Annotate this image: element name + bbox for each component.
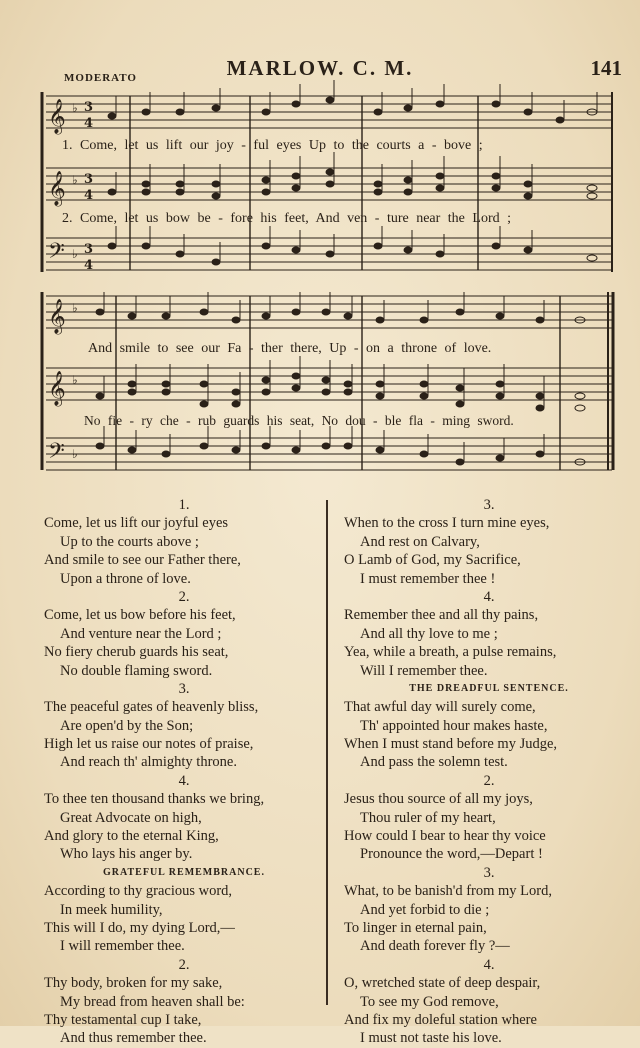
hymn-line: Yea, while a breath, a pulse remains, xyxy=(344,644,557,661)
hymn-line: When I must stand before my Judge, xyxy=(344,736,558,753)
verse-number: 3. xyxy=(483,497,495,513)
svg-text:3: 3 xyxy=(84,100,94,115)
tempo-marking: MODERATO xyxy=(64,72,137,84)
hymn-line: Remember thee and all thy pains, xyxy=(344,607,539,624)
hymn-line: I must remember thee ! xyxy=(360,570,496,587)
hymn-line: And venture near the Lord ; xyxy=(60,625,222,642)
svg-text:♭: ♭ xyxy=(72,173,78,187)
hymn-line: To linger in eternal pain, xyxy=(344,919,487,936)
hymn-line: When to the cross I turn mine eyes, xyxy=(344,515,550,532)
treble-clef-icon: 𝄞 xyxy=(48,299,66,334)
hymn-line: No double flaming sword. xyxy=(60,662,213,679)
svg-text:♭: ♭ xyxy=(72,447,78,461)
section-heading: GRATEFUL REMEMBRANCE. xyxy=(103,866,265,878)
hymn-line: And pass the solemn test. xyxy=(360,754,508,771)
hymn-line: To see my God remove, xyxy=(360,993,499,1010)
verse-number: 3. xyxy=(178,680,190,697)
hymn-line: O Lamb of God, my Sacrifice, xyxy=(344,552,521,569)
hymn-line: Th' appointed hour makes haste, xyxy=(360,717,548,734)
right-hymn-column xyxy=(344,496,634,1048)
hymn-line: I will remember thee. xyxy=(60,938,185,955)
lyric-line-verse1: 1. Come, let us lift our joy - ful eyes Up to the courts a - bove ; xyxy=(62,138,483,153)
hymn-line: And reach th' almighty throne. xyxy=(60,754,237,771)
verse-number: 4. xyxy=(483,588,495,605)
hymn-line: Come, let us bow before his feet, xyxy=(44,607,236,624)
hymn-line: The peaceful gates of heavenly bliss, xyxy=(44,699,259,716)
hymn-line: This will I do, my dying Lord,— xyxy=(44,919,235,936)
hymn-line: High let us raise our notes of praise, xyxy=(44,736,254,753)
verse-number: 4. xyxy=(483,956,495,973)
svg-text:♭: ♭ xyxy=(72,301,78,315)
hymn-line: Thy testamental cup I take, xyxy=(44,1011,202,1028)
lyric-line-verse1b: And smile to see our Fa - ther there, Up - on a throne of love. xyxy=(88,341,492,356)
hymn-line: I must not taste his love. xyxy=(360,1030,502,1047)
hymn-line: And all thy love to me ; xyxy=(360,625,498,642)
svg-text:♭: ♭ xyxy=(72,373,78,387)
svg-text:3: 3 xyxy=(84,172,94,187)
lyric-line-verse2b: No fie - ry che - rub guards his seat, No dou - ble fla - ming sword. xyxy=(84,413,514,428)
hymn-line: Pronounce the word,—Depart ! xyxy=(360,846,543,863)
page-number: 141 xyxy=(590,56,622,80)
bass-clef-icon: 𝄢 xyxy=(48,239,65,269)
verse-number: 2. xyxy=(178,588,190,605)
verse-number: 1. xyxy=(178,497,190,513)
hymn-line: O, wretched state of deep despair, xyxy=(344,975,541,992)
svg-text:4: 4 xyxy=(84,116,94,131)
bass-clef-icon: 𝄢 xyxy=(48,439,65,469)
hymn-line: Who lays his anger by. xyxy=(60,846,193,863)
hymn-line: And thus remember thee. xyxy=(60,1030,207,1047)
verse-number: 4. xyxy=(178,772,190,789)
lyric-line-verse2: 2. Come, let us bow be - fore his feet, And ven - ture near the Lord ; xyxy=(62,211,512,226)
svg-text:♭: ♭ xyxy=(72,247,78,261)
column-divider xyxy=(326,500,328,1005)
hymn-line: Jesus thou source of all my joys, xyxy=(344,791,533,808)
staff-bass-2 xyxy=(46,438,612,470)
treble-clef-icon: 𝄞 xyxy=(48,171,66,206)
hymn-line: Thy body, broken for my sake, xyxy=(44,975,223,992)
svg-text:3: 3 xyxy=(84,242,94,257)
section-heading: THE DREADFUL SENTENCE. xyxy=(409,682,569,694)
hymn-line: Up to the courts above ; xyxy=(60,533,199,550)
music-score xyxy=(0,0,640,480)
notes-staff-3 xyxy=(96,292,585,323)
verse-number: 2. xyxy=(483,772,495,789)
svg-text:♭: ♭ xyxy=(72,101,78,115)
hymn-line: No fiery cherub guards his seat, xyxy=(44,644,229,661)
hymn-line: And smile to see our Father there, xyxy=(44,552,241,569)
hymn-line: Are open'd by the Son; xyxy=(60,717,194,734)
hymn-title: MARLOW. C. M. xyxy=(226,56,414,80)
hymn-line: Will I remember thee. xyxy=(360,662,488,679)
hymn-line: In meek humility, xyxy=(60,901,163,918)
verse-number: 2. xyxy=(178,956,190,973)
treble-clef-icon: 𝄞 xyxy=(48,371,66,406)
hymn-line: And death forever fly ?— xyxy=(360,938,510,955)
hymn-line: What, to be banish'd from my Lord, xyxy=(344,883,552,900)
verse-number: 3. xyxy=(483,864,495,881)
hymn-line: Great Advocate on high, xyxy=(60,809,202,826)
hymn-line: And fix my doleful station where xyxy=(344,1011,537,1028)
hymn-line: How could I bear to hear thy voice xyxy=(344,828,546,845)
hymn-line: Thou ruler of my heart, xyxy=(360,809,496,826)
svg-text:4: 4 xyxy=(84,258,94,273)
hymn-line: To thee ten thousand thanks we bring, xyxy=(44,791,265,808)
notes-staff-1 xyxy=(108,80,597,123)
hymn-line: My bread from heaven shall be: xyxy=(60,993,245,1010)
hymn-line: Come, let us lift our joyful eyes xyxy=(44,515,229,532)
hymn-line: Upon a throne of love. xyxy=(60,570,191,587)
left-hymn-column xyxy=(44,496,324,1048)
hymn-line: And glory to the eternal King, xyxy=(44,828,219,845)
hymn-line: According to thy gracious word, xyxy=(44,883,233,900)
hymn-line: That awful day will surely come, xyxy=(344,699,536,716)
svg-text:4: 4 xyxy=(84,188,94,203)
hymn-line: And yet forbid to die ; xyxy=(360,901,490,918)
treble-clef-icon: 𝄞 xyxy=(48,99,66,134)
hymn-line: And rest on Calvary, xyxy=(360,533,480,550)
